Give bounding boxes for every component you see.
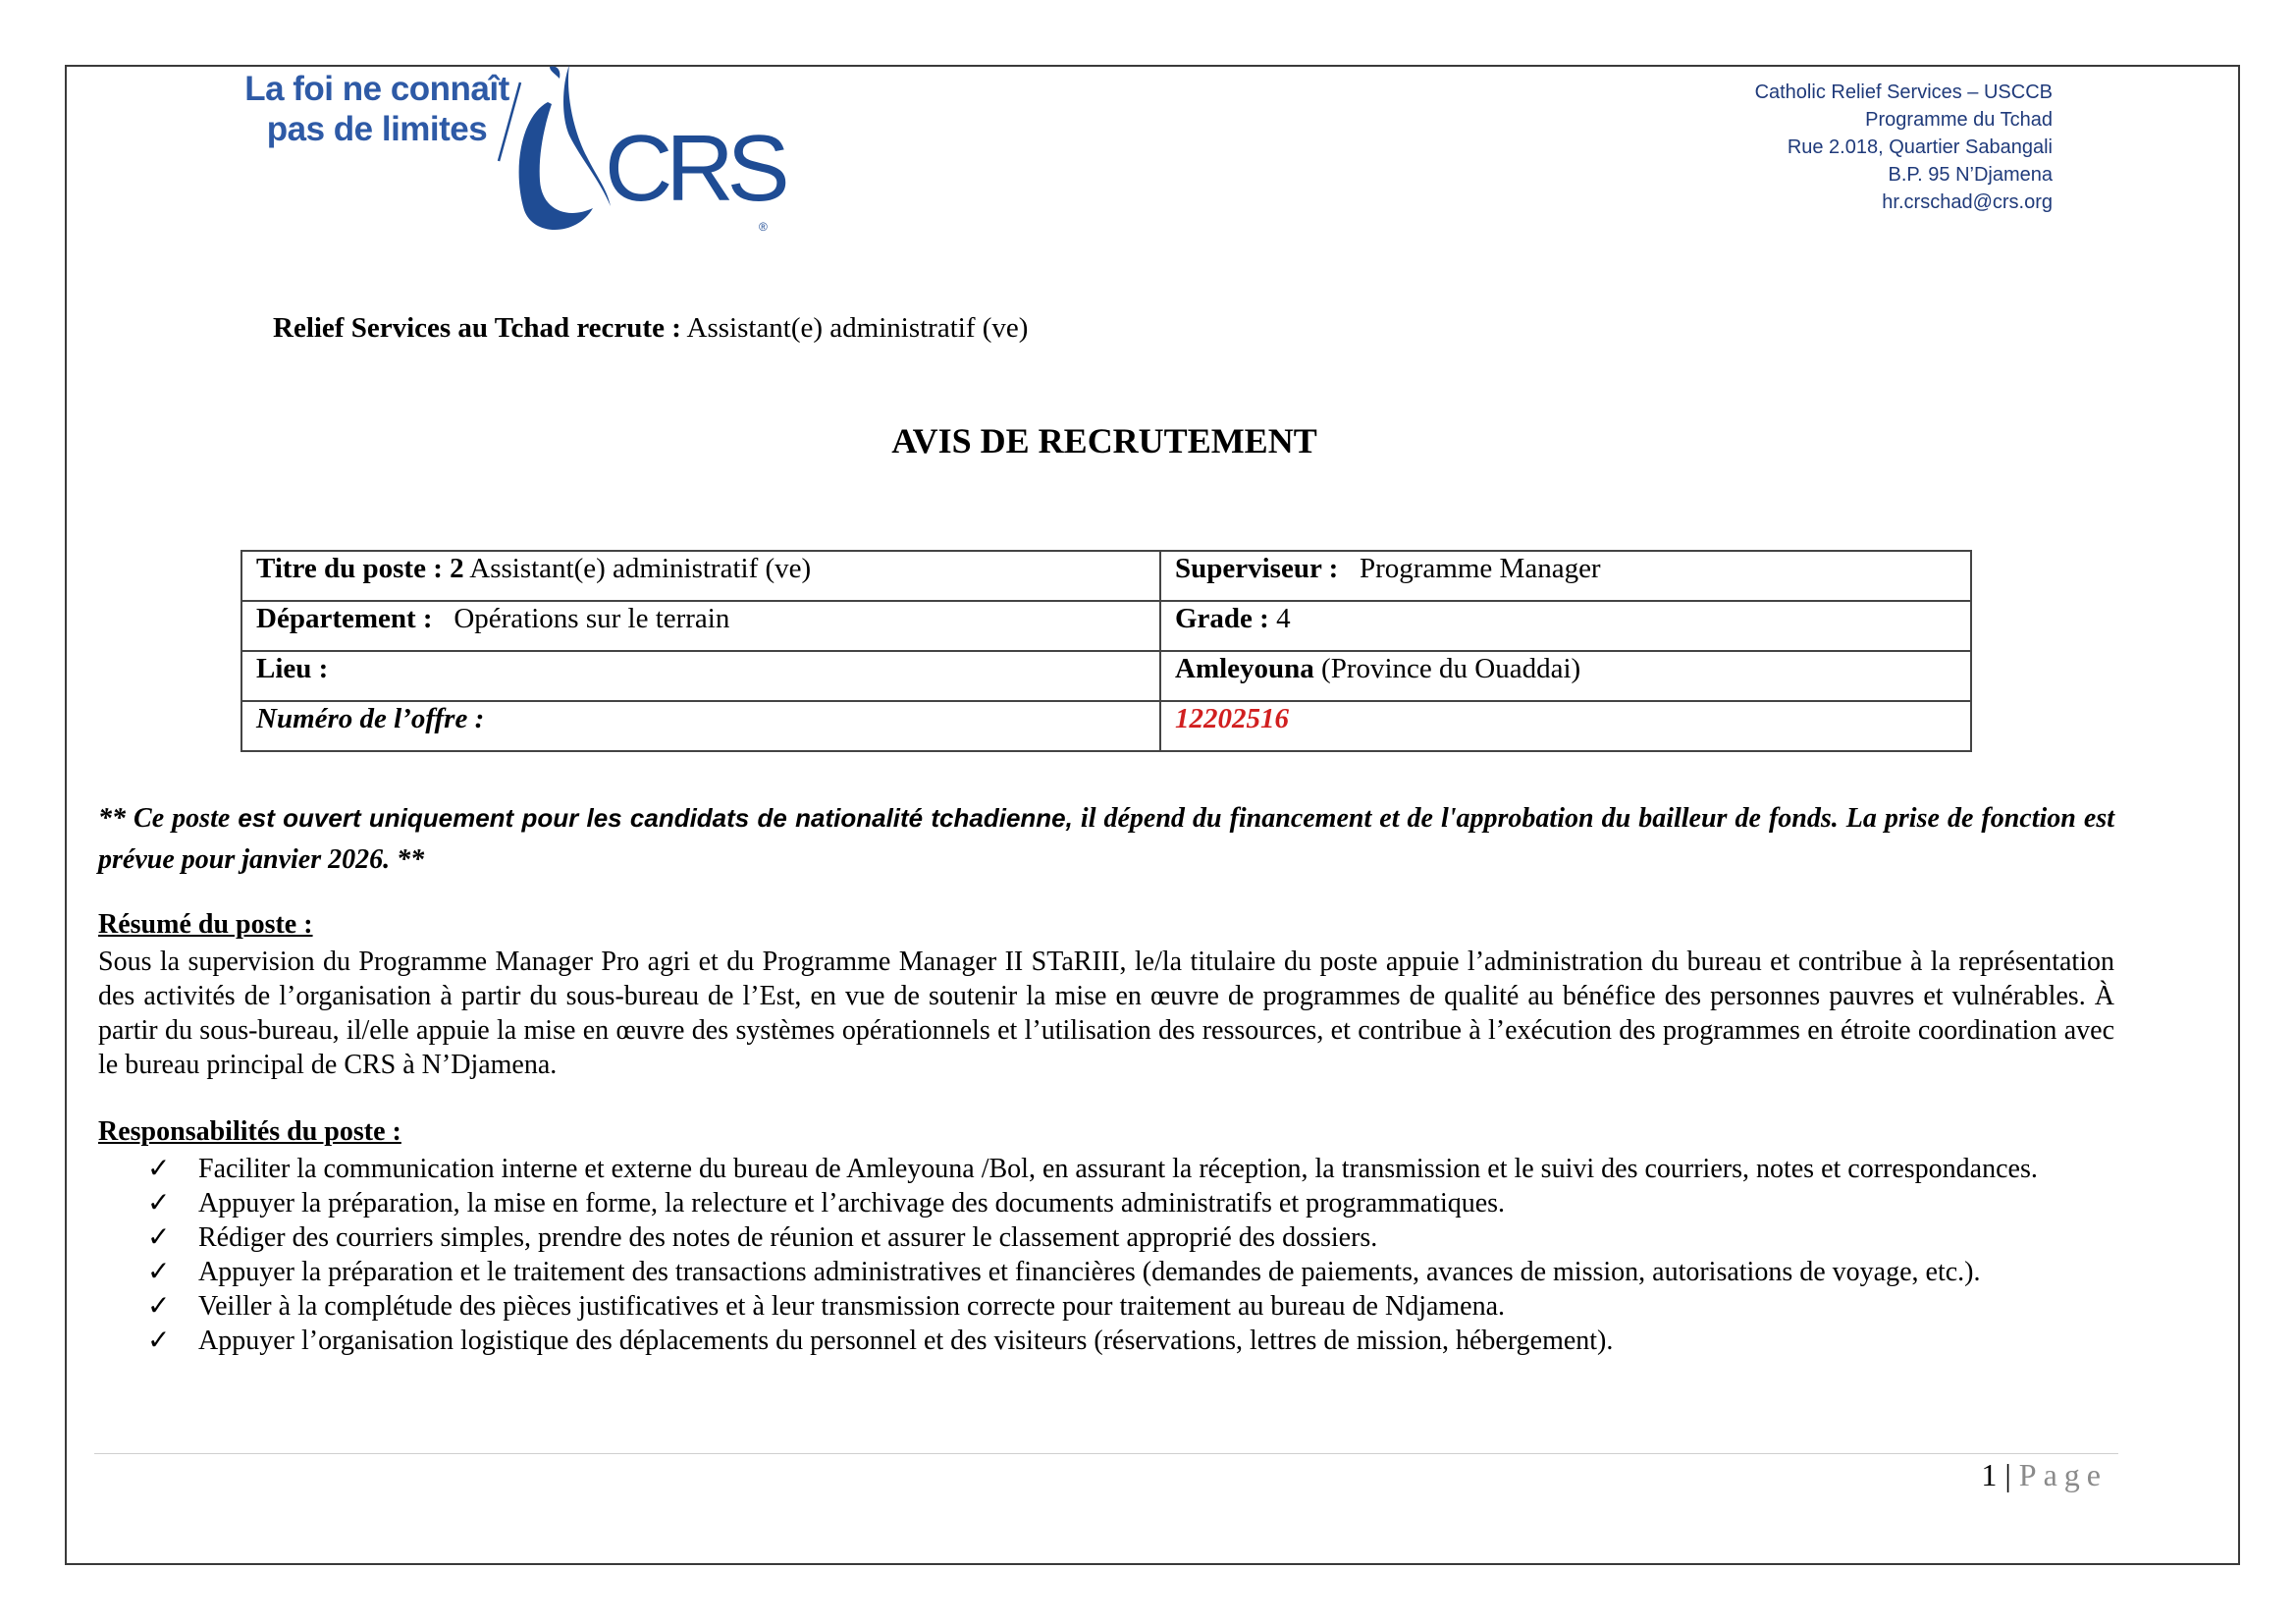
note-prefix: ** Ce poste	[98, 803, 239, 834]
crs-brand-text: CRS	[605, 116, 783, 221]
table-row	[241, 651, 1971, 701]
table-row	[241, 701, 1971, 751]
crs-logo	[230, 63, 783, 240]
logo-slogan	[230, 69, 524, 149]
address-line-po-box: B.P. 95 N’Djamena	[1888, 164, 2053, 186]
intro-line	[273, 312, 1028, 345]
offer-number-value-cell	[1160, 701, 1971, 751]
page-title: AVIS DE RECRUTEMENT	[891, 421, 1317, 460]
checkmark-icon: ✓	[147, 1257, 171, 1287]
address-block	[1755, 79, 2053, 216]
job-info-table	[240, 550, 1972, 752]
summary-heading: Résumé du poste :	[98, 909, 313, 940]
offer-number-value: 12202516	[1175, 703, 1289, 734]
offer-number-label: Numéro de l’offre :	[256, 703, 485, 734]
slogan-line-1: La foi ne connaît	[244, 70, 509, 108]
responsibility-text: Appuyer l’organisation logistique des déplacements du personnel et des visiteurs (réservations, lettres de mission, hébergement).	[198, 1326, 1614, 1356]
intro-bold: Relief Services au Tchad recrute :	[273, 312, 681, 344]
checkmark-icon: ✓	[147, 1326, 171, 1356]
job-title-label: Titre du poste : 2	[256, 553, 464, 584]
responsibility-text: Faciliter la communication interne et externe du bureau de Amleyouna /Bol, en assurant la réception, la transmission et le suivi des courriers, notes et correspondances.	[198, 1154, 2038, 1184]
location-name: Amleyouna	[1175, 653, 1314, 684]
department-label: Département :	[256, 603, 433, 634]
job-title-value: Assistant(e) administratif (ve)	[463, 553, 812, 584]
department-cell	[241, 601, 1160, 651]
list-item	[147, 1324, 2114, 1358]
address-line-org: Catholic Relief Services – USCCB	[1754, 81, 2053, 103]
list-item	[147, 1186, 2114, 1220]
page-separator: |	[1997, 1457, 2019, 1492]
grade-cell	[1160, 601, 1971, 651]
checkmark-icon: ✓	[147, 1222, 171, 1253]
table-row	[241, 551, 1971, 601]
address-line-program: Programme du Tchad	[1865, 109, 2053, 131]
page-label: Page	[2018, 1457, 2108, 1492]
list-item	[147, 1152, 2114, 1186]
responsibilities-list	[147, 1152, 2114, 1358]
list-item	[147, 1289, 2114, 1324]
responsibilities-heading: Responsabilités du poste :	[98, 1116, 401, 1147]
summary-text: Sous la supervision du Programme Manager Pro agri et du Programme Manager II STaRIII, le/la titulaire du poste appuie l’administration du bureau et contribue à la représentation des activités de l’organisation à partir du sous-bureau de l’Est, en vue de soutenir la mise en œuvre de programmes de qualité au bénéfice des personnes pauvres et vulnérables. À partir du sous-bureau, il/elle appuie la mise en œuvre des systèmes opérationnels et l’utilisation des ressources, et contribue à l’exécution des programmes en étroite coordination avec le bureau principal de CRS à N’Djamena.	[98, 947, 2114, 1080]
grade-label: Grade :	[1175, 603, 1269, 634]
list-item	[147, 1220, 2114, 1255]
checkmark-icon: ✓	[147, 1188, 171, 1218]
address-line-email[interactable]: hr.crschad@crs.org	[1882, 191, 2053, 213]
checkmark-icon: ✓	[147, 1291, 171, 1322]
responsibility-text: Appuyer la préparation, la mise en forme, la relecture et l’archivage des documents administratifs et programmatiques.	[198, 1188, 1506, 1218]
location-province: (Province du Ouaddai)	[1313, 653, 1581, 684]
list-item	[147, 1255, 2114, 1289]
checkmark-icon: ✓	[147, 1154, 171, 1184]
note-nationality: est ouvert uniquement pour les candidats de nationalité tchadienne,	[238, 803, 1073, 833]
supervisor-value: Programme Manager	[1338, 553, 1601, 584]
responsibility-text: Appuyer la préparation et le traitement des transactions administratives et financières (demandes de paiements, avances de mission, autorisations de voyage, etc.).	[198, 1257, 1981, 1287]
responsibility-text: Rédiger des courriers simples, prendre des notes de réunion et assurer le classement approprié des dossiers.	[198, 1222, 1378, 1253]
supervisor-label: Superviseur :	[1175, 553, 1339, 584]
job-title-cell	[241, 551, 1160, 601]
note-rest: il dépend du financement et de l'approbation du bailleur de fonds. La prise de fonction est prévue pour janvier 2026. **	[98, 803, 2114, 875]
registered-mark: ®	[759, 220, 768, 234]
eligibility-note	[98, 797, 2114, 881]
intro-text: Assistant(e) administratif (ve)	[680, 312, 1029, 344]
offer-number-label-cell	[241, 701, 1160, 751]
location-label: Lieu :	[256, 653, 329, 684]
department-value: Opérations sur le terrain	[432, 603, 730, 634]
table-row	[241, 601, 1971, 651]
responsibility-text: Veiller à la complétude des pièces justificatives et à leur transmission correcte pour traitement au bureau de Ndjamena.	[198, 1291, 1506, 1322]
page-number: 1	[1981, 1457, 1998, 1492]
grade-value: 4	[1268, 603, 1291, 634]
location-value-cell	[1160, 651, 1971, 701]
footer-divider	[94, 1453, 2118, 1454]
slogan-line-2: pas de limites	[266, 110, 488, 148]
supervisor-cell	[1160, 551, 1971, 601]
address-line-street: Rue 2.018, Quartier Sabangali	[1787, 136, 2053, 158]
location-label-cell	[241, 651, 1160, 701]
page-footer	[1981, 1457, 2108, 1493]
